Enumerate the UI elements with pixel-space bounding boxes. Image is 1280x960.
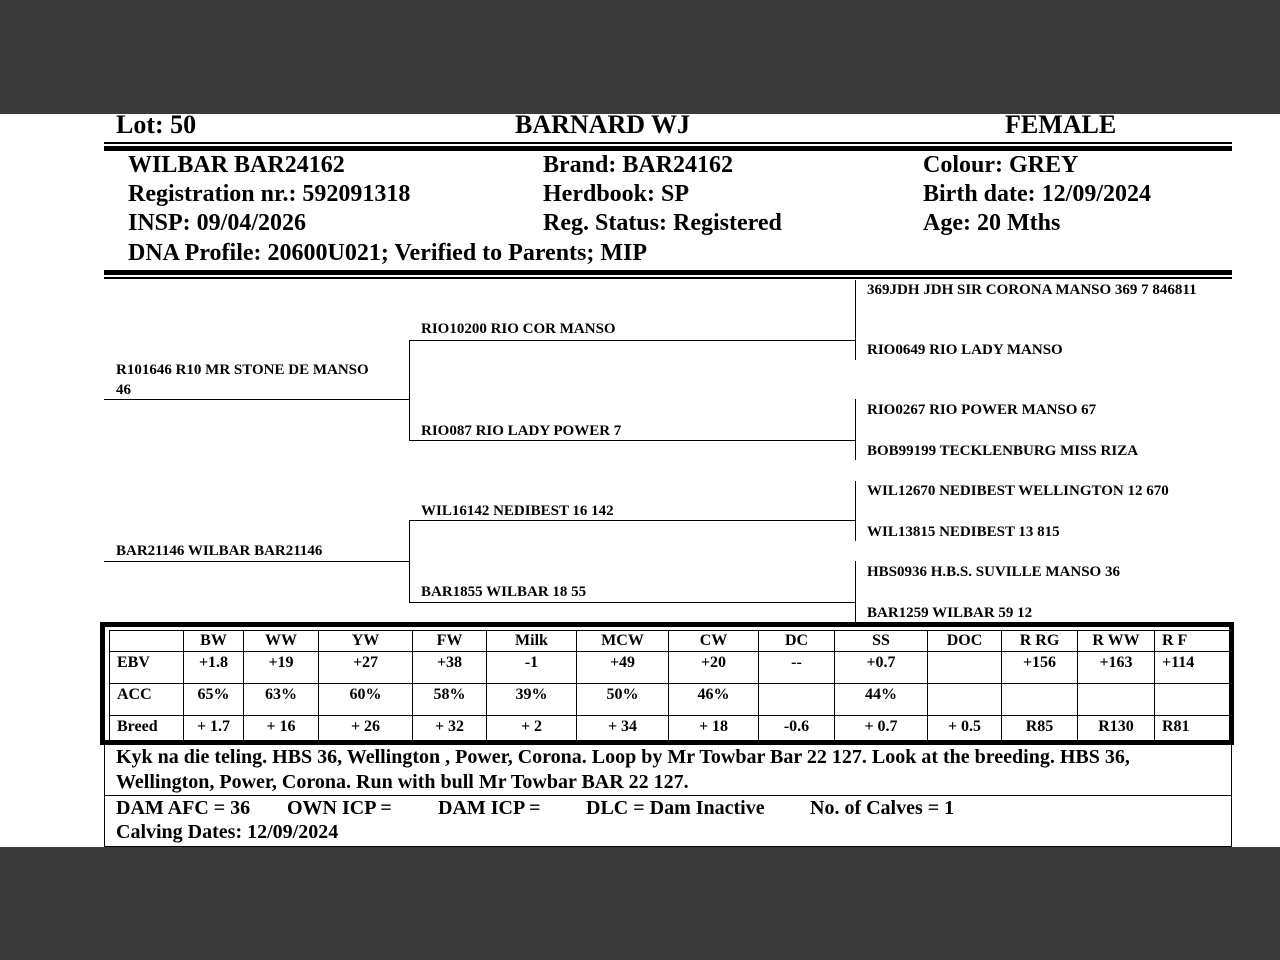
ebv-cell: +1.8 bbox=[184, 652, 244, 684]
ebv-row bbox=[110, 652, 1230, 684]
ebv-cell: + 16 bbox=[244, 716, 319, 745]
ebv-cell: + 0.5 bbox=[928, 716, 1002, 745]
dlc-status: DLC = Dam Inactive bbox=[586, 797, 765, 819]
ebv-cell: 65% bbox=[184, 684, 244, 716]
ebv-cell bbox=[1078, 684, 1155, 716]
comments-box bbox=[104, 745, 1232, 847]
ebv-cell: +49 bbox=[577, 652, 669, 684]
ebv-header-cell: R F bbox=[1155, 631, 1230, 652]
pedigree-sire-dam: RIO087 RIO LADY POWER 7 bbox=[421, 423, 622, 439]
ebv-cell bbox=[1002, 684, 1078, 716]
ebv-cell: 60% bbox=[319, 684, 413, 716]
ebv-cell: + 1.7 bbox=[184, 716, 244, 745]
ped-vline-sire bbox=[409, 340, 410, 440]
ebv-header-cell: BW bbox=[184, 631, 244, 652]
ebv-cell: 50% bbox=[577, 684, 669, 716]
ebv-cell: + 18 bbox=[669, 716, 759, 745]
ebv-cell: 58% bbox=[413, 684, 487, 716]
ped-vline-sd bbox=[855, 399, 856, 460]
ebv-cell bbox=[928, 684, 1002, 716]
ped-vline-dam bbox=[409, 520, 410, 602]
pedigree-sd-dam: BOB99199 TECKLENBURG MISS RIZA bbox=[867, 443, 1139, 459]
ebv-cell: +27 bbox=[319, 652, 413, 684]
ebv-header-row bbox=[110, 631, 1230, 652]
pedigree-dd-sire: HBS0936 H.B.S. SUVILLE MANSO 36 bbox=[867, 564, 1120, 580]
ped-line-dam bbox=[104, 561, 410, 562]
animal-name: WILBAR BAR24162 bbox=[128, 152, 345, 178]
ebv-cell: + 0.7 bbox=[835, 716, 928, 745]
ebv-cell: 44% bbox=[835, 684, 928, 716]
ebv-cell: R130 bbox=[1078, 716, 1155, 745]
sex-label: FEMALE bbox=[1005, 114, 1117, 139]
registration-number: Registration nr.: 592091318 bbox=[128, 181, 411, 207]
dam-icp: DAM ICP = bbox=[438, 797, 541, 819]
pedigree-ds-dam: WIL13815 NEDIBEST 13 815 bbox=[867, 524, 1060, 540]
ebv-row-label: Breed bbox=[110, 716, 184, 745]
header-rule-thick bbox=[104, 146, 1232, 151]
ebv-cell: + 2 bbox=[487, 716, 577, 745]
pedigree-dd-dam: BAR1259 WILBAR 59 12 bbox=[867, 605, 1033, 621]
pedigree-sd-sire: RIO0267 RIO POWER MANSO 67 bbox=[867, 402, 1097, 418]
brand: Brand: BAR24162 bbox=[543, 152, 734, 178]
number-of-calves: No. of Calves = 1 bbox=[810, 797, 955, 819]
ebv-header-cell: SS bbox=[835, 631, 928, 652]
ped-line-sire-sire bbox=[409, 340, 856, 341]
ebv-header-cell bbox=[110, 631, 184, 652]
ebv-cell: + 32 bbox=[413, 716, 487, 745]
pedigree-sire: R101646 R10 MR STONE DE MANSO 46 bbox=[116, 362, 369, 398]
dna-profile: DNA Profile: 20600U021; Verified to Parents; MIP bbox=[128, 240, 648, 266]
ebv-cell: +163 bbox=[1078, 652, 1155, 684]
ebv-cell: R85 bbox=[1002, 716, 1078, 745]
ebv-cell: 63% bbox=[244, 684, 319, 716]
pedigree-ss-sire: 369JDH JDH SIR CORONA MANSO 369 7 846811 bbox=[867, 282, 1197, 298]
ebv-cell: -1 bbox=[487, 652, 577, 684]
ped-vline-ss bbox=[855, 280, 856, 360]
own-icp: OWN ICP = bbox=[287, 797, 392, 819]
pedigree-sire-sire: RIO10200 RIO COR MANSO bbox=[421, 321, 616, 337]
ebv-row bbox=[110, 684, 1230, 716]
birth-date: Birth date: 12/09/2024 bbox=[923, 181, 1151, 207]
ebv-cell: +156 bbox=[1002, 652, 1078, 684]
ebv-header-cell: R WW bbox=[1078, 631, 1155, 652]
age: Age: 20 Mths bbox=[923, 210, 1061, 236]
ebv-row-label: ACC bbox=[110, 684, 184, 716]
ebv-row bbox=[110, 716, 1230, 745]
pedigree-dam-sire: WIL16142 NEDIBEST 16 142 bbox=[421, 503, 614, 519]
ebv-cell: 39% bbox=[487, 684, 577, 716]
pedigree-dam: BAR21146 WILBAR BAR21146 bbox=[116, 543, 323, 559]
ebv-table-body bbox=[110, 631, 1230, 745]
ebv-header-cell: FW bbox=[413, 631, 487, 652]
colour: Colour: GREY bbox=[923, 152, 1079, 178]
ebv-cell: -0.6 bbox=[759, 716, 835, 745]
ebv-header-cell: YW bbox=[319, 631, 413, 652]
ebv-header-cell: DC bbox=[759, 631, 835, 652]
ebv-header-cell: Milk bbox=[487, 631, 577, 652]
ebv-cell: +0.7 bbox=[835, 652, 928, 684]
ebv-table-frame bbox=[100, 622, 1234, 745]
ebv-table bbox=[109, 630, 1230, 745]
ebv-cell: +114 bbox=[1155, 652, 1230, 684]
lot-number: Lot: 50 bbox=[116, 114, 197, 139]
ebv-cell bbox=[928, 652, 1002, 684]
ebv-cell: +38 bbox=[413, 652, 487, 684]
ped-line-dam-dam bbox=[409, 602, 856, 603]
pedigree-ss-dam: RIO0649 RIO LADY MANSO bbox=[867, 342, 1063, 358]
ebv-header-cell: MCW bbox=[577, 631, 669, 652]
info-rule-thick bbox=[104, 270, 1232, 275]
ebv-cell bbox=[759, 684, 835, 716]
catalogue-page bbox=[0, 114, 1280, 847]
ebv-header-cell: WW bbox=[244, 631, 319, 652]
ebv-header-cell: CW bbox=[669, 631, 759, 652]
pedigree-dam-dam: BAR1855 WILBAR 18 55 bbox=[421, 584, 587, 600]
comment-line-1: Kyk na die teling. HBS 36, Wellington , Power, Corona. Loop by Mr Towbar Bar 22 127. Look at the breeding. HBS 36, bbox=[116, 746, 1130, 768]
ebv-header-cell: DOC bbox=[928, 631, 1002, 652]
ped-vline-ds bbox=[855, 481, 856, 541]
inspection-date: INSP: 09/04/2026 bbox=[128, 210, 307, 236]
ebv-cell: R81 bbox=[1155, 716, 1230, 745]
ebv-header-cell: R RG bbox=[1002, 631, 1078, 652]
registration-status: Reg. Status: Registered bbox=[543, 210, 782, 236]
ebv-cell: + 26 bbox=[319, 716, 413, 745]
header-rule-thin bbox=[104, 142, 1232, 144]
info-rule-thin bbox=[104, 277, 1232, 279]
ebv-cell: 46% bbox=[669, 684, 759, 716]
ped-vline-dd bbox=[855, 561, 856, 622]
calving-dates: Calving Dates: 12/09/2024 bbox=[116, 821, 339, 843]
comment-line-2: Wellington, Power, Corona. Run with bull Mr Towbar BAR 22 127. bbox=[116, 771, 689, 793]
ebv-cell: -- bbox=[759, 652, 835, 684]
ebv-cell: +19 bbox=[244, 652, 319, 684]
pedigree-ds-sire: WIL12670 NEDIBEST WELLINGTON 12 670 bbox=[867, 483, 1169, 499]
dam-afc: DAM AFC = 36 bbox=[116, 797, 251, 819]
ebv-row-label: EBV bbox=[110, 652, 184, 684]
ebv-cell bbox=[1155, 684, 1230, 716]
ebv-cell: + 34 bbox=[577, 716, 669, 745]
breeder-name: BARNARD WJ bbox=[515, 114, 691, 139]
herdbook: Herdbook: SP bbox=[543, 181, 690, 207]
ebv-cell: +20 bbox=[669, 652, 759, 684]
